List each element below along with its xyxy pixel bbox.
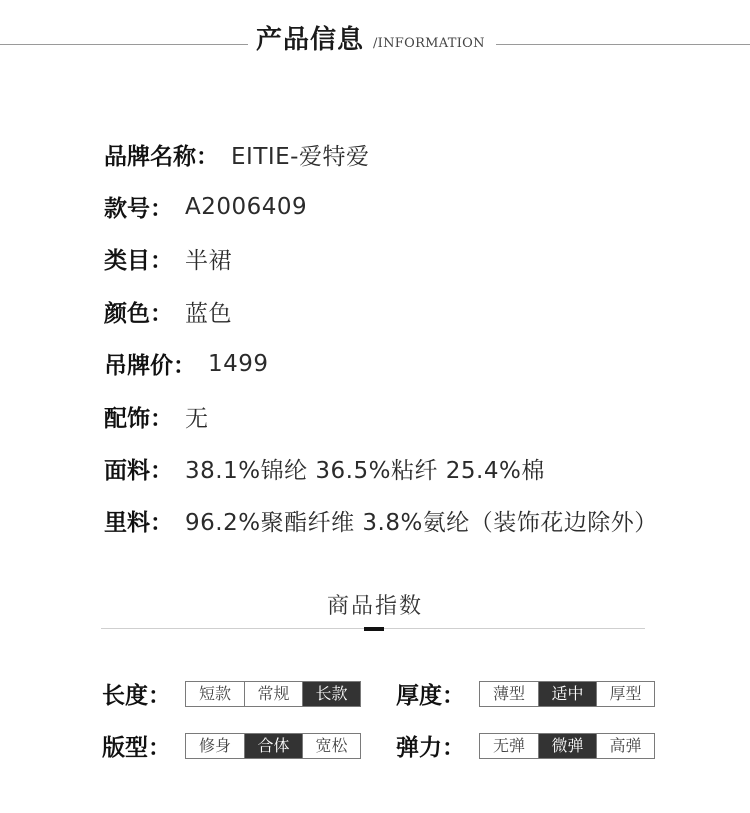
header-rule-right [496,44,750,45]
info-value: 蓝色 [185,300,232,327]
info-row-price [104,338,724,390]
attr-colon: ： [442,735,465,761]
option-fitted: 合体 [244,734,302,758]
index-title: 商品指数 [326,594,423,619]
attr-elasticity [396,729,655,762]
attr-label-text: 版型 [102,735,148,761]
attr-label [396,677,465,710]
info-colon: ： [150,300,173,327]
info-label: 面料 [104,458,150,485]
attr-label [396,729,465,762]
attr-colon: ： [148,683,171,709]
info-value: A2006409 [185,193,308,220]
info-label: 品牌名称 [104,143,196,170]
info-row-color [104,285,724,337]
header-rule-left [0,44,248,45]
info-colon: ： [150,510,173,537]
attr-options [185,733,361,759]
info-row-accessory [104,390,724,442]
attr-length [102,677,361,710]
header [0,0,750,80]
product-info-list [104,128,724,547]
attr-options [479,681,655,707]
info-label: 类目 [104,248,150,275]
info-row-lining [104,495,724,547]
attr-options [479,733,655,759]
info-colon: ： [150,196,173,223]
option-slim: 修身 [198,735,231,755]
index-divider-mark [364,627,384,631]
attr-label-text: 厚度 [396,683,442,709]
info-row-brand [104,128,724,180]
info-row-style-no [104,180,724,232]
info-label: 颜色 [104,300,150,327]
option-thin: 薄型 [492,683,525,703]
info-row-category [104,233,724,285]
info-value: 38.1%锦纶 36.5%粘纤 25.4%棉 [185,458,545,485]
attr-colon: ： [442,683,465,709]
info-label: 款号 [104,196,150,223]
option-regular: 常规 [244,682,302,706]
attr-label [102,677,171,710]
option-short: 短款 [198,683,231,703]
info-colon: ： [150,405,173,432]
option-no-stretch: 无弹 [492,735,525,755]
attr-label [102,729,171,762]
option-long: 长款 [302,682,360,706]
attr-options [185,681,361,707]
attr-thickness [396,677,655,710]
info-row-fabric [104,442,724,494]
attr-label-text: 弹力 [396,735,442,761]
attr-colon: ： [148,735,171,761]
attr-fit [102,729,361,762]
info-label: 里料 [104,510,150,537]
section-subtitle: /INFORMATION [373,36,485,51]
option-high-stretch: 高弹 [596,734,654,758]
info-colon: ： [173,353,196,380]
info-value: 无 [185,405,209,432]
info-colon: ： [196,143,219,170]
attr-label-text: 长度 [102,683,148,709]
option-slight-stretch: 微弹 [538,734,596,758]
info-value: 1499 [208,350,269,377]
option-loose: 宽松 [302,734,360,758]
info-value: 96.2%聚酯纤维 3.8%氨纶（装饰花边除外） [185,510,658,537]
section-title: 产品信息 [256,25,365,55]
info-value: EITIE-爱特爱 [231,143,370,170]
info-label: 配饰 [104,405,150,432]
info-label: 吊牌价 [104,353,173,380]
option-thick: 厚型 [596,682,654,706]
option-medium: 适中 [538,682,596,706]
info-colon: ： [150,458,173,485]
info-value: 半裙 [185,248,232,275]
info-colon: ： [150,248,173,275]
